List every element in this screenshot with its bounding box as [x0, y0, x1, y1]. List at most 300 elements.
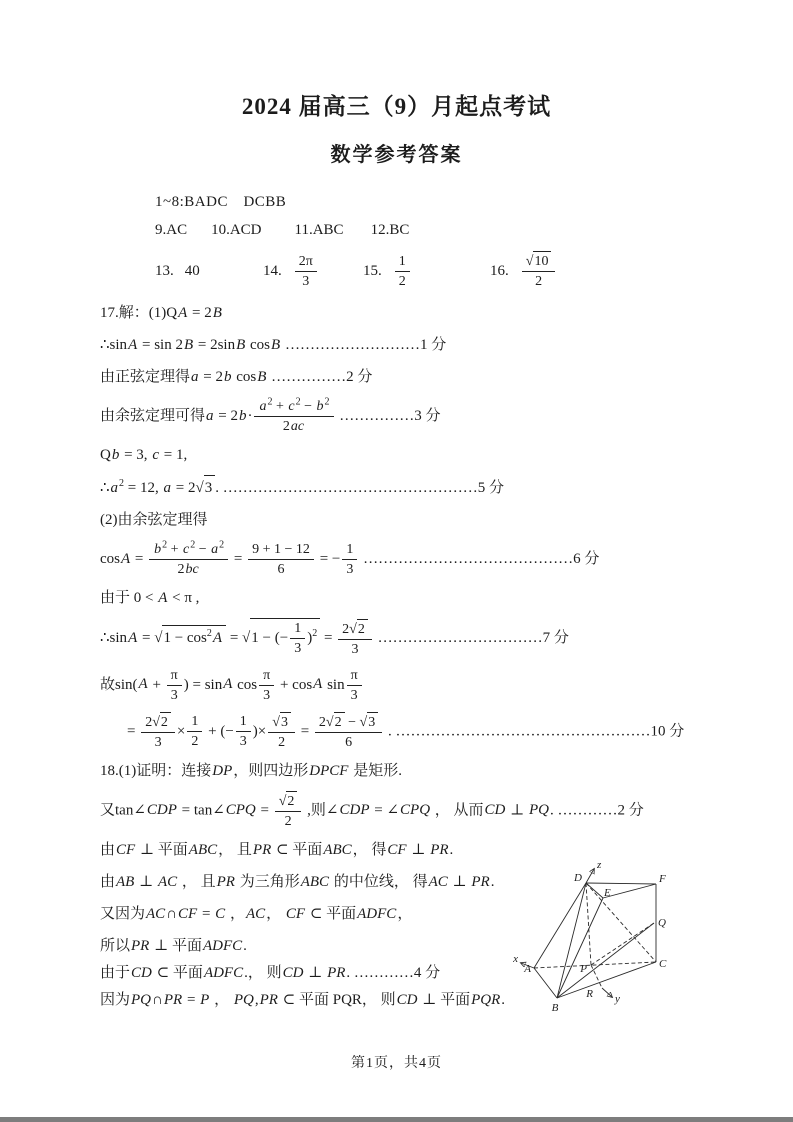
- superscript: 2: [219, 539, 225, 551]
- text-run: 的中位线， 得: [330, 873, 428, 890]
- math-var: A: [121, 550, 131, 567]
- vertex-label-f: F: [659, 873, 666, 885]
- fraction-numerator: [167, 666, 182, 685]
- q18-line-1: [100, 759, 760, 784]
- text-run: ， 从而: [431, 801, 484, 818]
- math-var: a: [259, 399, 267, 414]
- text-run: ⊂ 平面: [306, 905, 357, 922]
- text-run: ⊥ 平面: [150, 937, 202, 954]
- radicand: [367, 712, 378, 732]
- text-run: ， 且: [218, 841, 252, 858]
- square-root: [154, 625, 226, 651]
- answer-number: 15.: [363, 262, 382, 279]
- fraction-numerator: [290, 619, 305, 638]
- text-run: ⊂ 平面: [152, 964, 203, 981]
- square-root: [349, 619, 368, 639]
- q17-line-9: [100, 586, 760, 611]
- text-run: +: [148, 676, 165, 693]
- fraction: [149, 540, 228, 579]
- fraction-numerator: [295, 252, 317, 271]
- text-run: cos: [232, 369, 257, 385]
- math-var: B: [212, 305, 222, 321]
- math-var: ABC: [188, 841, 218, 858]
- text-run: 9 + 1 − 12: [252, 542, 310, 557]
- answers-13-16: [155, 247, 793, 297]
- text-run: 2: [278, 734, 286, 750]
- fraction: [268, 712, 295, 752]
- fraction-denominator: [347, 685, 362, 705]
- math-var: CPQ: [400, 801, 431, 818]
- q18-line-2: [100, 791, 760, 831]
- radical-sign-icon: √: [272, 714, 280, 730]
- fraction: [295, 252, 317, 291]
- text-run: +: [167, 542, 183, 557]
- answer-value: [393, 252, 412, 291]
- text-run: 由余弦定理可得: [100, 407, 206, 424]
- text-run: = 2: [188, 305, 212, 321]
- q17-line-7: [100, 508, 760, 533]
- radicand: [250, 618, 320, 658]
- text-run: .: [501, 991, 506, 1008]
- superscript: 2: [295, 396, 301, 408]
- radicand: [286, 791, 297, 811]
- text-run: 又因为: [100, 905, 146, 922]
- math-var: a: [191, 369, 199, 385]
- text-run: 17.解：(1)Q: [100, 305, 178, 321]
- math-var: b: [316, 399, 324, 414]
- math-var: P: [200, 991, 210, 1008]
- text-run: = 2: [172, 480, 196, 496]
- text-run: 1 − (−: [251, 629, 289, 646]
- fraction-numerator: [522, 251, 556, 271]
- text-run: ⊥ 平面: [418, 991, 471, 1008]
- answer-item: [155, 247, 200, 295]
- text-run: 3: [263, 687, 271, 703]
- math-var: b: [154, 542, 162, 557]
- math-var: PR: [216, 873, 235, 890]
- text-run: .: [490, 873, 495, 890]
- fraction: [236, 712, 251, 751]
- text-run: 18.(1)证明：连接: [100, 762, 212, 779]
- text-run: 2: [535, 274, 543, 289]
- text-run: = tan∠: [177, 801, 225, 818]
- fraction-numerator: [268, 712, 295, 732]
- text-run: 为三角形: [235, 873, 300, 890]
- text-run: sin: [323, 676, 345, 693]
- answer-key-title: 数学参考答案: [330, 144, 463, 166]
- axis-label-y: y: [615, 993, 620, 1005]
- text-run: 因为: [100, 991, 131, 1008]
- radical-sign-icon: √: [325, 714, 334, 730]
- superscript: 2: [190, 539, 196, 551]
- text-run: −: [300, 399, 316, 414]
- text-run: 所以: [100, 937, 131, 954]
- fraction: [395, 252, 410, 291]
- text-run: ……………2 分: [267, 369, 373, 385]
- text-run: < π ,: [168, 590, 200, 606]
- math-var: a: [206, 407, 214, 424]
- text-run: +: [272, 399, 288, 414]
- text-run: 2π: [298, 253, 313, 269]
- fraction-denominator: [342, 559, 357, 579]
- vertex-label-c: C: [659, 958, 667, 970]
- text-run: = 3,: [120, 447, 152, 463]
- fraction-denominator: [187, 731, 202, 751]
- math-var: bc: [185, 562, 199, 577]
- q17-line-5: [100, 443, 760, 468]
- math-var: c: [183, 542, 190, 557]
- text-run: 1: [398, 253, 406, 269]
- text-run: = 2: [214, 407, 238, 424]
- math-var: CD: [484, 801, 506, 818]
- text-run: =: [320, 629, 337, 646]
- math-var: PQ: [529, 801, 549, 818]
- answer-number: 13.: [155, 262, 174, 279]
- answer-item: [490, 247, 557, 295]
- superscript: 2: [267, 396, 273, 408]
- text-run: 2: [287, 793, 295, 809]
- math-var: PQ: [131, 991, 152, 1008]
- text-run: 由正弦定理得: [100, 369, 191, 385]
- text-run: 10: [534, 254, 549, 269]
- text-run: ⊥ 平面: [136, 841, 188, 858]
- fraction-numerator: [275, 791, 302, 811]
- fraction-denominator: [254, 416, 333, 436]
- fraction-numerator: [315, 712, 382, 732]
- fraction-denominator: [141, 732, 175, 752]
- text-run: ∴sin: [100, 629, 128, 646]
- text-run: 2: [342, 621, 350, 637]
- square-root: [242, 618, 320, 658]
- text-run: 3: [154, 734, 162, 750]
- math-var: CDP: [339, 801, 370, 818]
- fraction-denominator: [290, 638, 305, 658]
- math-var: PR: [252, 841, 272, 858]
- square-root: [360, 712, 379, 732]
- text-run: ……………………………7 分: [373, 629, 569, 646]
- text-run: ): [307, 629, 313, 646]
- fraction: [167, 666, 182, 705]
- text-run: 由于: [100, 964, 131, 981]
- math-var: PR: [131, 937, 150, 954]
- text-run: 2: [284, 813, 292, 829]
- text-run: −: [344, 714, 360, 730]
- text-run: 2: [191, 734, 199, 749]
- text-run: =: [183, 991, 200, 1008]
- vertex-label-p: P: [580, 963, 587, 975]
- fraction: [347, 666, 362, 705]
- q17-line-1: [100, 301, 760, 326]
- math-var: B: [183, 337, 194, 353]
- text-run: Q: [100, 447, 111, 463]
- figure-solid-edges: [534, 883, 656, 998]
- fraction-denominator: [167, 685, 182, 705]
- vertex-label-b: B: [551, 1002, 559, 1014]
- text-run: 3: [239, 734, 247, 749]
- math-var: CPQ: [225, 801, 256, 818]
- radical-sign-icon: √: [195, 480, 204, 496]
- fraction-denominator: [522, 271, 556, 291]
- text-run: 2: [160, 714, 168, 730]
- fraction: [248, 540, 314, 579]
- text-run: . ……………………………………………10 分: [384, 722, 685, 739]
- radicand: [204, 475, 216, 501]
- math-var: ABC: [323, 841, 352, 858]
- radical-sign-icon: √: [525, 254, 534, 269]
- text-run: .: [449, 841, 454, 858]
- text-run: =: [226, 629, 243, 646]
- text-run: 3: [294, 641, 302, 656]
- text-run: ,则∠: [303, 801, 339, 818]
- answer-value: [185, 263, 200, 280]
- math-var: A: [212, 629, 223, 646]
- text-run: ⊥: [448, 873, 471, 890]
- fraction: [522, 251, 556, 291]
- math-var: PR: [430, 841, 449, 858]
- fraction: [259, 666, 274, 705]
- math-var: PR: [259, 991, 278, 1008]
- text-run: 1: [239, 714, 247, 729]
- text-run: ………………………1 分: [281, 337, 447, 353]
- text-run: cos: [100, 550, 120, 567]
- text-run: ∴: [100, 480, 110, 496]
- radical-sign-icon: √: [278, 793, 287, 809]
- text-run: ， 得: [352, 841, 387, 858]
- math-var: PQ: [233, 991, 254, 1008]
- text-run: .: [243, 937, 247, 954]
- fraction: [275, 791, 302, 831]
- math-var: B: [257, 369, 267, 385]
- superscript: 2: [324, 396, 330, 408]
- math-var: CF: [116, 841, 136, 858]
- answer-item: 10.ACD: [211, 222, 262, 238]
- radical-sign-icon: √: [349, 621, 357, 637]
- text-run: = 1,: [159, 447, 188, 463]
- text-run: . …………4 分: [346, 964, 441, 981]
- vertex-label-e: E: [604, 887, 611, 899]
- fraction-denominator: [295, 271, 317, 291]
- math-var: DPCF: [309, 762, 349, 779]
- text-run: 3: [302, 273, 310, 289]
- math-var: a: [163, 480, 172, 496]
- math-var: C: [215, 905, 226, 922]
- fraction-denominator: [395, 271, 410, 291]
- answer-item: 9.AC: [155, 222, 188, 238]
- fraction-numerator: [254, 397, 333, 416]
- radicand: [533, 251, 551, 271]
- text-run: =: [138, 629, 155, 646]
- text-run: 又tan∠: [100, 801, 146, 818]
- math-var: A: [138, 676, 148, 693]
- math-var: AC: [146, 905, 166, 922]
- math-var: AB: [116, 873, 135, 890]
- fraction: [187, 712, 202, 751]
- fraction-numerator: [347, 666, 362, 685]
- math-var: CD: [282, 964, 304, 981]
- q17-line-8: [100, 540, 760, 579]
- superscript: 2: [206, 627, 212, 639]
- geometry-figure: [509, 856, 687, 1021]
- fraction-numerator: [342, 540, 357, 559]
- text-run: ……………3 分: [335, 407, 441, 424]
- answer-item: [363, 247, 412, 295]
- math-var: PR: [327, 964, 346, 981]
- fraction-numerator: [187, 712, 202, 731]
- answer-value: [520, 251, 558, 291]
- q17-line-11: [100, 666, 760, 705]
- text-run: 2: [334, 714, 342, 730]
- text-run: π: [263, 667, 271, 683]
- radicand: [162, 625, 226, 651]
- fraction-denominator: [275, 811, 302, 831]
- text-run: (2)由余弦定理得: [100, 512, 208, 528]
- choice-answers: [155, 190, 793, 297]
- text-run: ∴sin: [100, 337, 128, 353]
- text-run: =: [198, 905, 215, 922]
- math-var: a: [211, 542, 219, 557]
- superscript: 2: [312, 627, 318, 639]
- math-var: CF: [387, 841, 407, 858]
- text-run: 3: [280, 714, 288, 730]
- q17-line-12: [127, 712, 760, 752]
- math-var: A: [313, 676, 323, 693]
- text-run: ，: [226, 905, 245, 922]
- math-var: A: [158, 590, 168, 606]
- answer-item: 11.ABC: [294, 222, 344, 238]
- text-run: ∩: [166, 905, 178, 922]
- text-run: ……………………………………6 分: [359, 550, 600, 567]
- fraction-denominator: [338, 639, 372, 659]
- fraction: [141, 712, 175, 752]
- square-root: [326, 712, 345, 732]
- radical-sign-icon: √: [154, 629, 163, 646]
- text-run: ⊂ 平面: [272, 841, 323, 858]
- text-run: =: [230, 550, 247, 567]
- radical-sign-icon: √: [242, 629, 251, 646]
- text-run: 40: [184, 262, 200, 279]
- text-run: π: [350, 667, 358, 683]
- text-run: =: [256, 801, 273, 818]
- math-var: ADFC: [202, 937, 243, 954]
- radicand: [357, 619, 368, 639]
- fraction-numerator: [141, 712, 175, 732]
- fraction-denominator: [259, 685, 274, 705]
- fraction-denominator: [149, 559, 228, 579]
- q17-line-4: [100, 397, 760, 436]
- text-run: 1: [191, 714, 199, 729]
- fraction: [342, 540, 357, 579]
- text-run: 2: [357, 621, 365, 637]
- square-root: [152, 712, 171, 732]
- math-var: CF: [285, 905, 306, 922]
- text-run: cos: [246, 337, 271, 353]
- fraction-numerator: [338, 619, 372, 639]
- text-run: −: [195, 542, 211, 557]
- text-run: + (−: [204, 722, 234, 739]
- superscript: 2: [162, 539, 168, 551]
- text-run: = sin 2: [138, 337, 183, 353]
- text-run: ,: [254, 991, 259, 1008]
- text-run: 3: [346, 562, 354, 577]
- page-number: 第1页，共4页: [351, 1056, 442, 1071]
- page-bottom-edge: [0, 1117, 793, 1122]
- text-run: ，: [266, 905, 285, 922]
- math-var: A: [223, 676, 233, 693]
- text-run: =: [131, 550, 148, 567]
- radicand: [334, 712, 345, 732]
- fraction: [315, 712, 382, 752]
- math-var: DP: [212, 762, 233, 779]
- math-var: b: [111, 447, 120, 463]
- math-var: A: [128, 629, 138, 646]
- fraction-numerator: [395, 252, 410, 271]
- square-root: [279, 791, 298, 811]
- math-var: ac: [290, 419, 305, 434]
- text-run: 2: [145, 714, 153, 730]
- radical-sign-icon: √: [152, 714, 160, 730]
- text-run: ⊂ 平面 PQR， 则: [278, 991, 396, 1008]
- answers-9-12: [155, 222, 793, 239]
- text-run: .， 则: [244, 964, 282, 981]
- text-run: = ∠: [370, 801, 400, 818]
- text-run: 故sin(: [100, 676, 138, 693]
- math-var: PR: [163, 991, 183, 1008]
- text-run: ∩: [152, 991, 163, 1008]
- fraction-numerator: [149, 540, 228, 559]
- math-var: A: [128, 337, 138, 353]
- exam-title: 2024 届高三（9）月起点考试: [241, 94, 552, 119]
- math-var: A: [178, 305, 188, 321]
- vertex-label-r: R: [586, 988, 593, 1000]
- math-var: CD: [131, 964, 152, 981]
- superscript: 2: [119, 478, 125, 489]
- text-run: =: [296, 722, 313, 739]
- fraction-numerator: [259, 666, 274, 685]
- math-var: ABC: [300, 873, 330, 890]
- text-run: ， 且: [178, 873, 216, 890]
- text-run: 2: [398, 273, 406, 289]
- math-var: B: [271, 337, 281, 353]
- radicand: [280, 712, 291, 732]
- math-var: b: [238, 407, 247, 424]
- math-var: ADFC: [357, 905, 397, 922]
- text-run: 由: [100, 841, 116, 858]
- text-run: ⊥: [135, 873, 157, 890]
- text-run: = 12,: [124, 480, 163, 496]
- text-run: π: [170, 667, 178, 683]
- math-var: ADFC: [203, 964, 244, 981]
- math-var: PQR: [471, 991, 501, 1008]
- math-var: PR: [471, 873, 490, 890]
- text-run: . ……………………………………………5 分: [215, 480, 504, 496]
- text-run: 6: [277, 562, 285, 577]
- text-run: 3: [204, 480, 213, 496]
- math-var: a: [110, 480, 119, 496]
- text-run: 6: [345, 734, 353, 750]
- math-var: B: [236, 337, 246, 353]
- math-var: b: [223, 369, 232, 385]
- fraction-denominator: [315, 732, 382, 752]
- q17-line-3: [100, 365, 760, 390]
- text-run: 3: [350, 687, 358, 703]
- fraction-denominator: [236, 731, 251, 751]
- text-run: 3: [351, 641, 359, 657]
- square-root: [526, 251, 552, 271]
- text-run: 3: [368, 714, 376, 730]
- text-run: . …………2 分: [550, 801, 644, 818]
- text-run: = 2sin: [194, 337, 236, 353]
- text-run: ，: [210, 991, 233, 1008]
